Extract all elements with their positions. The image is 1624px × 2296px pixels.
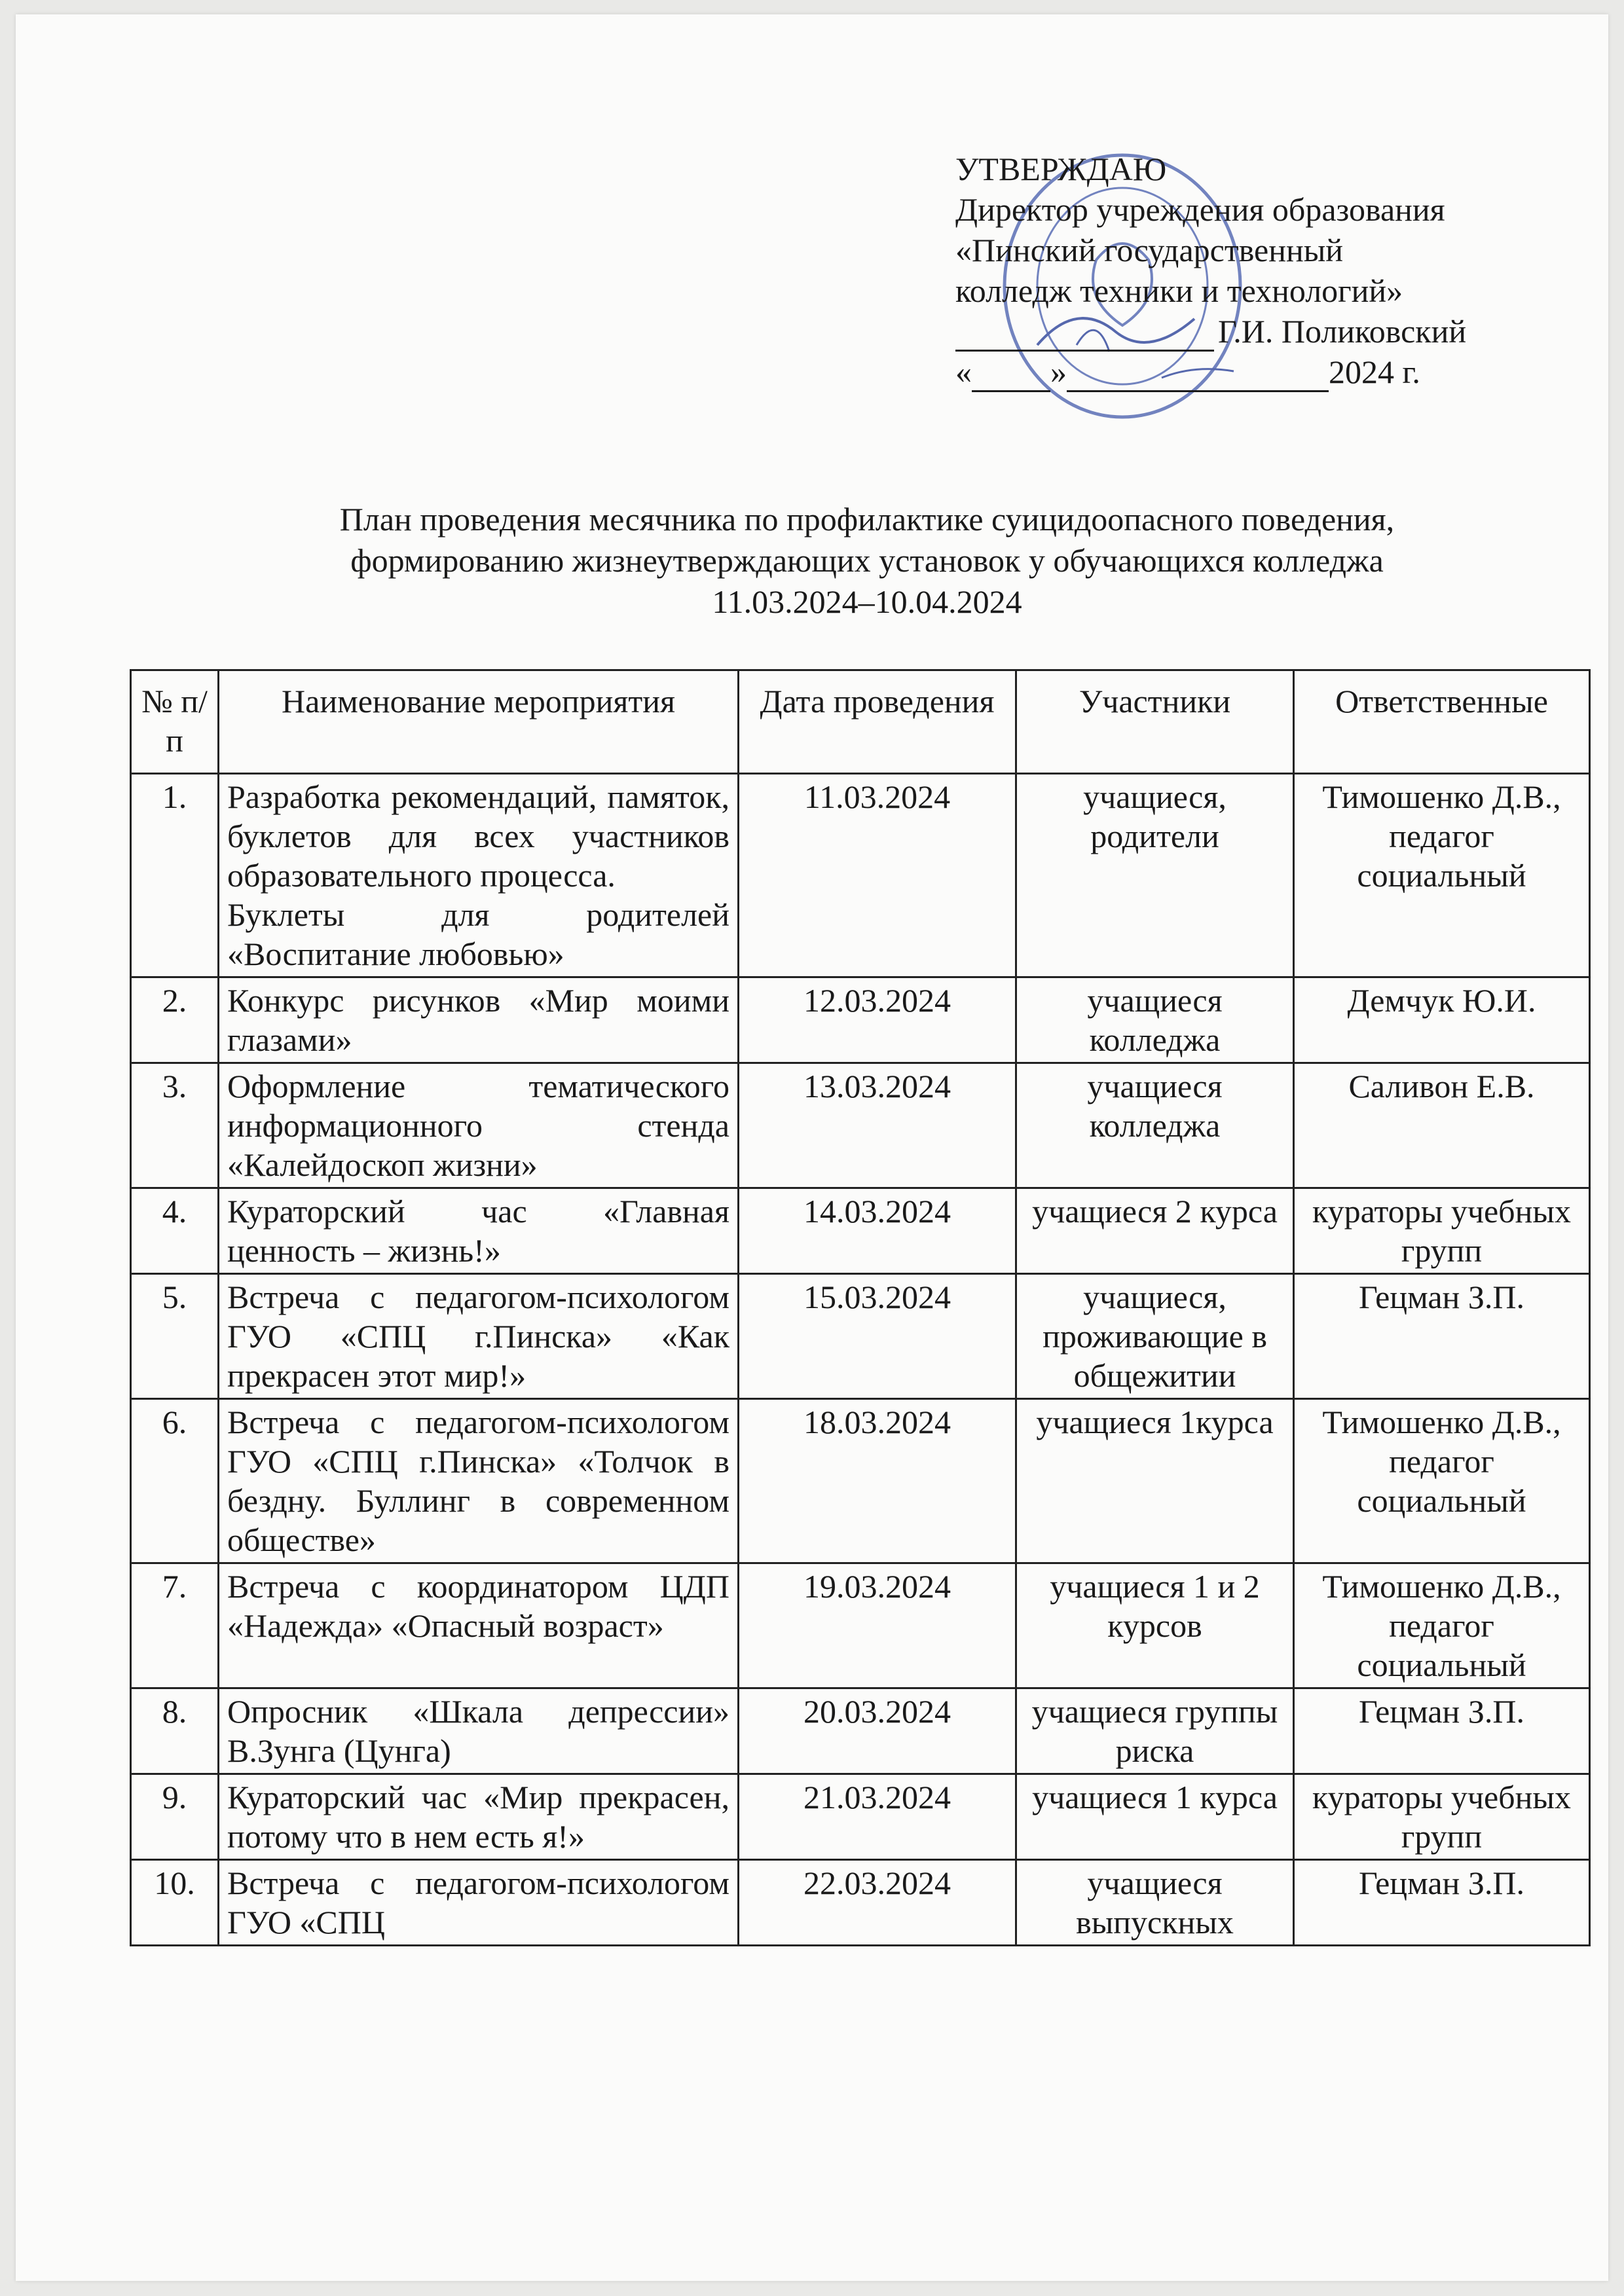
date-row: « » 2024 г. <box>955 352 1584 392</box>
title-dates: 11.03.2024–10.04.2024 <box>712 583 1022 620</box>
day-blank <box>972 359 1050 392</box>
signature-line <box>955 318 1214 352</box>
table-row: 7. Встреча с координатором ЦДП «Надежда» «Опасный возраст» 19.03.2024 учащиеся 1 и 2 курсов Тимошенко Д.В., педагог социальный <box>131 1563 1590 1688</box>
header-participants: Участники <box>1016 670 1294 774</box>
title-line: формированию жизнеутверждающих установок у обучающихся колледжа <box>350 542 1384 579</box>
approval-year: 2024 г. <box>1329 354 1420 390</box>
signature-row <box>955 311 1584 352</box>
document-title <box>179 499 1555 623</box>
events-table <box>130 669 1591 1946</box>
table-row: 5. Встреча с педагогом-психологом ГУО «СПЦ г.Пинска» «Как прекрасен этот мир!» 15.03.2024 учащиеся, проживающие в общежитии Гецман З.П. <box>131 1274 1590 1399</box>
signer-name: Г.И. Поликовский <box>1218 313 1467 350</box>
table-row: 10. Встреча с педагогом-психологом ГУО «СПЦ 22.03.2024 учащиеся выпускных Гецман З.П. <box>131 1860 1590 1946</box>
approval-line: колледж техники и технологий» <box>955 272 1403 309</box>
approval-heading: УТВЕРЖДАЮ <box>955 151 1167 187</box>
table-row: 9. Кураторский час «Мир прекрасен, потому что в нем есть я!» 21.03.2024 учащиеся 1 курса кураторы учебных групп <box>131 1774 1590 1860</box>
approval-line: «Пинский государственный <box>955 232 1344 268</box>
approval-line: Директор учреждения образования <box>955 191 1445 228</box>
title-line: План проведения месячника по профилактике суицидоопасного поведения, <box>339 501 1395 538</box>
table-header-row <box>131 670 1590 774</box>
month-blank <box>1067 359 1329 392</box>
table-row: 8. Опросник «Шкала депрессии» В.Зунга (Цунга) 20.03.2024 учащиеся группы риска Гецман З.П. <box>131 1688 1590 1774</box>
header-number: № п/п <box>131 670 219 774</box>
header-responsible: Ответственные <box>1294 670 1590 774</box>
table-row: 1. Разработка рекомендаций, памяток, буклетов для всех участников образовательного процесса. Буклеты для родителей «Воспитание любовью» 11.03.2024 учащиеся, родители Тимошенко Д.В., педагог социальный <box>131 774 1590 977</box>
header-date: Дата проведения <box>739 670 1016 774</box>
table-row: 2. Конкурс рисунков «Мир моими глазами» 12.03.2024 учащиеся колледжа Демчук Ю.И. <box>131 977 1590 1063</box>
table-row: 4. Кураторский час «Главная ценность – жизнь!» 14.03.2024 учащиеся 2 курса кураторы учебных групп <box>131 1188 1590 1274</box>
document-page <box>16 14 1608 2281</box>
header-event-name: Наименование мероприятия <box>219 670 739 774</box>
table-row: 3. Оформление тематического информационного стенда «Калейдоскоп жизни» 13.03.2024 учащиеся колледжа Саливон Е.В. <box>131 1063 1590 1188</box>
approval-block <box>955 149 1584 392</box>
table-row: 6. Встреча с педагогом-психологом ГУО «СПЦ г.Пинска» «Толчок в бездну. Буллинг в современном обществе» 18.03.2024 учащиеся 1курса Тимошенко Д.В., педагог социальный <box>131 1399 1590 1563</box>
